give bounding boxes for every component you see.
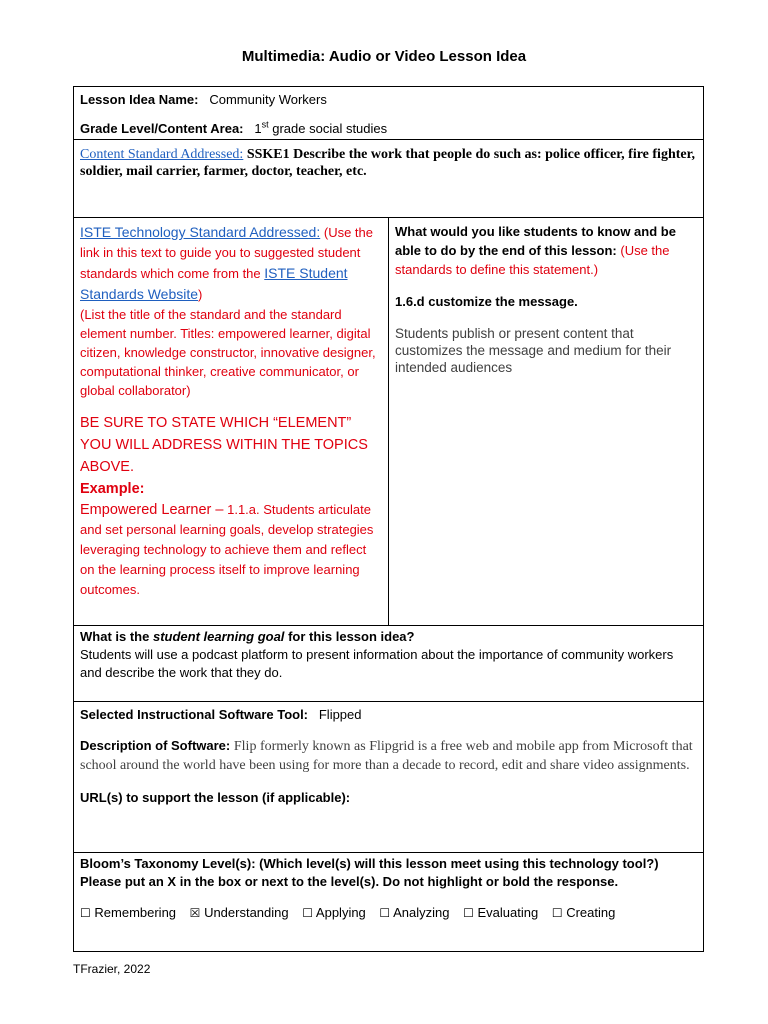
checkbox-checked-icon[interactable]: ☒ — [189, 906, 201, 920]
objective-standard: 1.6.d customize the message. — [395, 294, 578, 309]
blooms-level-creating[interactable]: ☐ Creating — [551, 905, 616, 920]
blooms-row — [74, 853, 703, 951]
footer-author: TFrazier, 2022 — [73, 962, 151, 976]
lesson-form — [73, 86, 704, 952]
example-label: Example: — [80, 481, 145, 497]
software-description-text: Flip formerly known as Flipgrid is a free web and mobile app from Microsoft that school around the world have been using for more than a decade to record, edit and share video assignments. — [80, 739, 693, 773]
lesson-info-row — [74, 87, 703, 140]
objective-hint: (Use the standards to define this statement.) — [395, 243, 670, 277]
blooms-level-understanding[interactable]: ☒ Understanding — [189, 905, 289, 920]
blooms-levels — [80, 904, 697, 922]
iste-element-warning: BE SURE TO STATE WHICH “ELEMENT” YOU WILL ADDRESS WITHIN THE TOPICS ABOVE. — [80, 415, 368, 475]
grade-level-suffix: st — [261, 119, 269, 130]
objective-text: Students publish or present content that customizes the message and medium for their intended audiences — [395, 326, 672, 375]
example-text — [80, 500, 382, 600]
content-standard-label: Content Standard Addressed: — [80, 147, 244, 162]
example-title: Empowered Learner – — [80, 502, 224, 518]
iste-standards-link[interactable]: ISTE Student Standards Website — [80, 265, 348, 302]
checkbox-icon[interactable]: ☐ — [80, 906, 91, 920]
learning-goal-row — [74, 626, 703, 702]
blooms-level-evaluating[interactable]: ☐ Evaluating — [463, 905, 539, 920]
objective-question: What would you like students to know and be able to do by the end of this lesson: — [395, 224, 676, 258]
iste-hint: (Use the link in this text to guide you to suggested student standards which come from the — [80, 225, 373, 281]
blooms-question: Bloom’s Taxonomy Level(s): (Which level(s) will this lesson meet using this technology tool?) Please put an X in the box or next to the level(s). Do not highlight or bold the response. — [80, 856, 659, 889]
document-title: Multimedia: Audio or Video Lesson Idea — [241, 48, 527, 65]
checkbox-icon[interactable]: ☐ — [551, 906, 563, 920]
grade-level-subject: grade social studies — [272, 121, 388, 136]
learning-goal-emphasis: student learning goal — [152, 629, 285, 644]
software-tool-line — [80, 706, 697, 724]
iste-standard-cell: ISTE Technology Standard Addressed: (Use the link in this text to guide you to suggested student standards which come from the ISTE Student Standards Website) (List the title of the standard and the standard element number. Titles: empowered learner, digital citizen, knowledge constructor, innovative designer, computational thinker, creative communicator, or global collaborator) BE SURE TO STATE WHICH “ELEMENT” YOU WILL ADDRESS WITHIN THE TOPICS ABOVE. Example: Empowered Learner – 1.1.a. Students articulate and set personal learning goals, develop strategies leveraging technology to achieve them and reflect on the learning process itself to improve learning outcomes. — [74, 218, 389, 625]
iste-standard-label: ISTE Technology Standard Addressed: — [80, 224, 321, 240]
grade-level-label: Grade Level/Content Area: — [80, 121, 244, 136]
lesson-name-line — [80, 91, 697, 109]
blooms-level-applying[interactable]: ☐ Applying — [302, 905, 366, 920]
grade-level-number: 1 — [254, 121, 262, 136]
grade-level-line — [80, 120, 697, 138]
content-standard-text: SSKE1 Describe the work that people do such as: police officer, fire fighter, soldier, mail carrier, farmer, doctor, teacher, etc. — [80, 147, 696, 179]
software-description-label: Description of Software: — [80, 738, 231, 753]
software-row — [74, 702, 703, 853]
content-standard-row — [74, 140, 703, 218]
blooms-level-analyzing[interactable]: ☐ Analyzing — [379, 905, 450, 920]
lesson-name-label: Lesson Idea Name: — [80, 92, 199, 107]
learning-goal-answer: Students will use a podcast platform to present information about the importance of community workers and describe the work that they do. — [80, 647, 674, 680]
checkbox-icon[interactable]: ☐ — [302, 906, 314, 920]
learning-goal-question: What is the student learning goal for this lesson idea? — [80, 629, 415, 644]
standards-row — [74, 218, 703, 626]
lesson-name-value: Community Workers — [209, 92, 327, 107]
checkbox-icon[interactable]: ☐ — [463, 906, 474, 920]
checkbox-icon[interactable]: ☐ — [379, 906, 391, 920]
iste-instructions: (List the title of the standard and the standard element number. Titles: empowered learner, digital citizen, knowledge constructor, innovative designer, computational thinker, creative communicator, or global collaborator) — [80, 307, 376, 398]
objective-cell — [389, 218, 703, 625]
blooms-level-remembering[interactable]: ☐ Remembering — [80, 905, 177, 920]
software-tool-label: Selected Instructional Software Tool: — [80, 707, 309, 722]
example-description: 1.1.a. Students articulate and set personal learning goals, develop strategies leveraging technology to achieve them and reflect on the learning process itself to improve learning outcomes. — [80, 502, 374, 597]
software-tool-value: Flipped — [318, 707, 362, 722]
software-description — [80, 737, 697, 775]
url-label: URL(s) to support the lesson (if applicable): — [80, 790, 351, 805]
